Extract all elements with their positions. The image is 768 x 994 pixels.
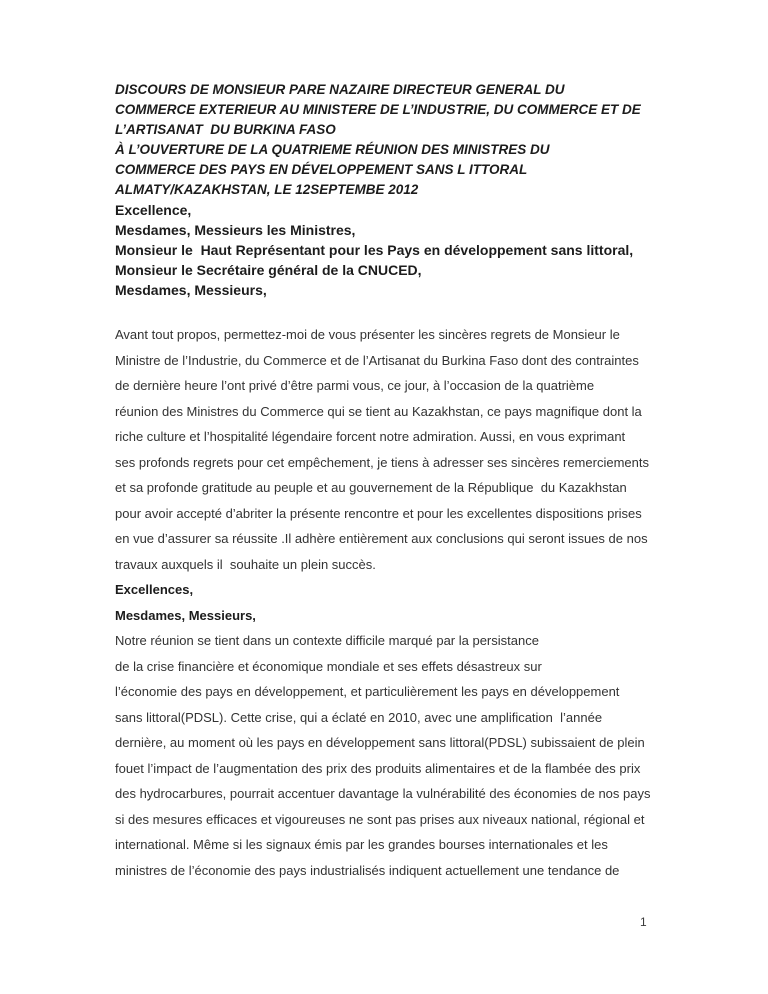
paragraph-line: ministres de l’économie des pays industrialisés indiquent actuellement une tendance de [115,862,620,878]
document-content [115,80,663,883]
salutation-line: Excellence, [115,202,192,218]
paragraph-line: riche culture et l’hospitalité légendaire forcent notre admiration. Aussi, en vous exprimant [115,429,626,444]
paragraph-line: ses profonds regrets pour cet empêchement, je tiens à adresser ses sincères remerciements [115,454,649,470]
paragraph-line: dernière, au moment où les pays en développement sans littoral(PDSL) subissaient de plein [115,735,645,750]
interjection-line: Mesdames, Messieurs, [115,607,256,623]
title-line: L’ARTISANAT DU BURKINA FASO [115,122,336,137]
interjection-line: Excellences, [115,582,194,597]
paragraph-line: Notre réunion se tient dans un contexte difficile marqué par la persistance [115,633,539,648]
paragraph-line: et sa profonde gratitude au peuple et au gouvernement de la République du Kazakhstan [115,480,627,495]
title-line: COMMERCE EXTERIEUR AU MINISTERE DE L’INDUSTRIE, DU COMMERCE ET DE [115,102,641,117]
document-body [115,322,663,883]
paragraph-line: de la crise financière et économique mondiale et ses effets désastreux sur [115,658,542,674]
salutation-block [115,200,663,300]
paragraph-line: des hydrocarbures, pourrait accentuer davantage la vulnérabilité des économies de nos pays [115,786,651,801]
paragraph-line: réunion des Ministres du Commerce qui se tient au Kazakhstan, ce pays magnifique dont la [115,403,642,419]
salutation-line: Mesdames, Messieurs, [115,282,267,298]
paragraph-line: fouet l’impact de l’augmentation des prix des produits alimentaires et de la flambée des prix [115,760,641,776]
title-line: COMMERCE DES PAYS EN DÉVELOPPEMENT SANS L ITTORAL [115,162,528,177]
paragraph-line: international. Même si les signaux émis par les grandes bourses internationales et les [115,837,608,852]
salutation-line: Mesdames, Messieurs les Ministres, [115,222,356,238]
paragraph-line: travaux auxquels il souhaite un plein succès. [115,556,376,572]
title-line: DISCOURS DE MONSIEUR PARE NAZAIRE DIRECTEUR GENERAL DU [115,82,565,97]
document-title [115,80,663,200]
title-line: À L’OUVERTURE DE LA QUATRIEME RÉUNION DES MINISTRES DU [115,142,550,157]
page-number: 1 [640,915,647,929]
paragraph-line: l’économie des pays en développement, et particulièrement les pays en développement [115,684,620,699]
paragraph-line: Ministre de l’Industrie, du Commerce et de l’Artisanat du Burkina Faso dont des contraintes [115,352,639,368]
paragraph-line: de dernière heure l’ont privé d’être parmi vous, ce jour, à l’occasion de la quatrième [115,378,595,393]
salutation-line: Monsieur le Secrétaire général de la CNUCED, [115,262,422,278]
title-line: ALMATY/KAZAKHSTAN, LE 12SEPTEMBE 2012 [115,182,419,197]
paragraph-line: en vue d’assurer sa réussite .Il adhère entièrement aux conclusions qui seront issues de nos [115,531,648,546]
paragraph-line: sans littoral(PDSL). Cette crise, qui a éclaté en 2010, avec une amplification l’année [115,709,603,725]
paragraph-line: pour avoir accepté d’abriter la présente rencontre et pour les excellentes dispositions prises [115,505,642,521]
salutation-line: Monsieur le Haut Représentant pour les Pays en développement sans littoral, [115,242,634,258]
paragraph-line: Avant tout propos, permettez-moi de vous présenter les sincères regrets de Monsieur le [115,327,620,342]
paragraph-line: si des mesures efficaces et vigoureuses ne sont pas prises aux niveaux national, régional et [115,811,645,827]
